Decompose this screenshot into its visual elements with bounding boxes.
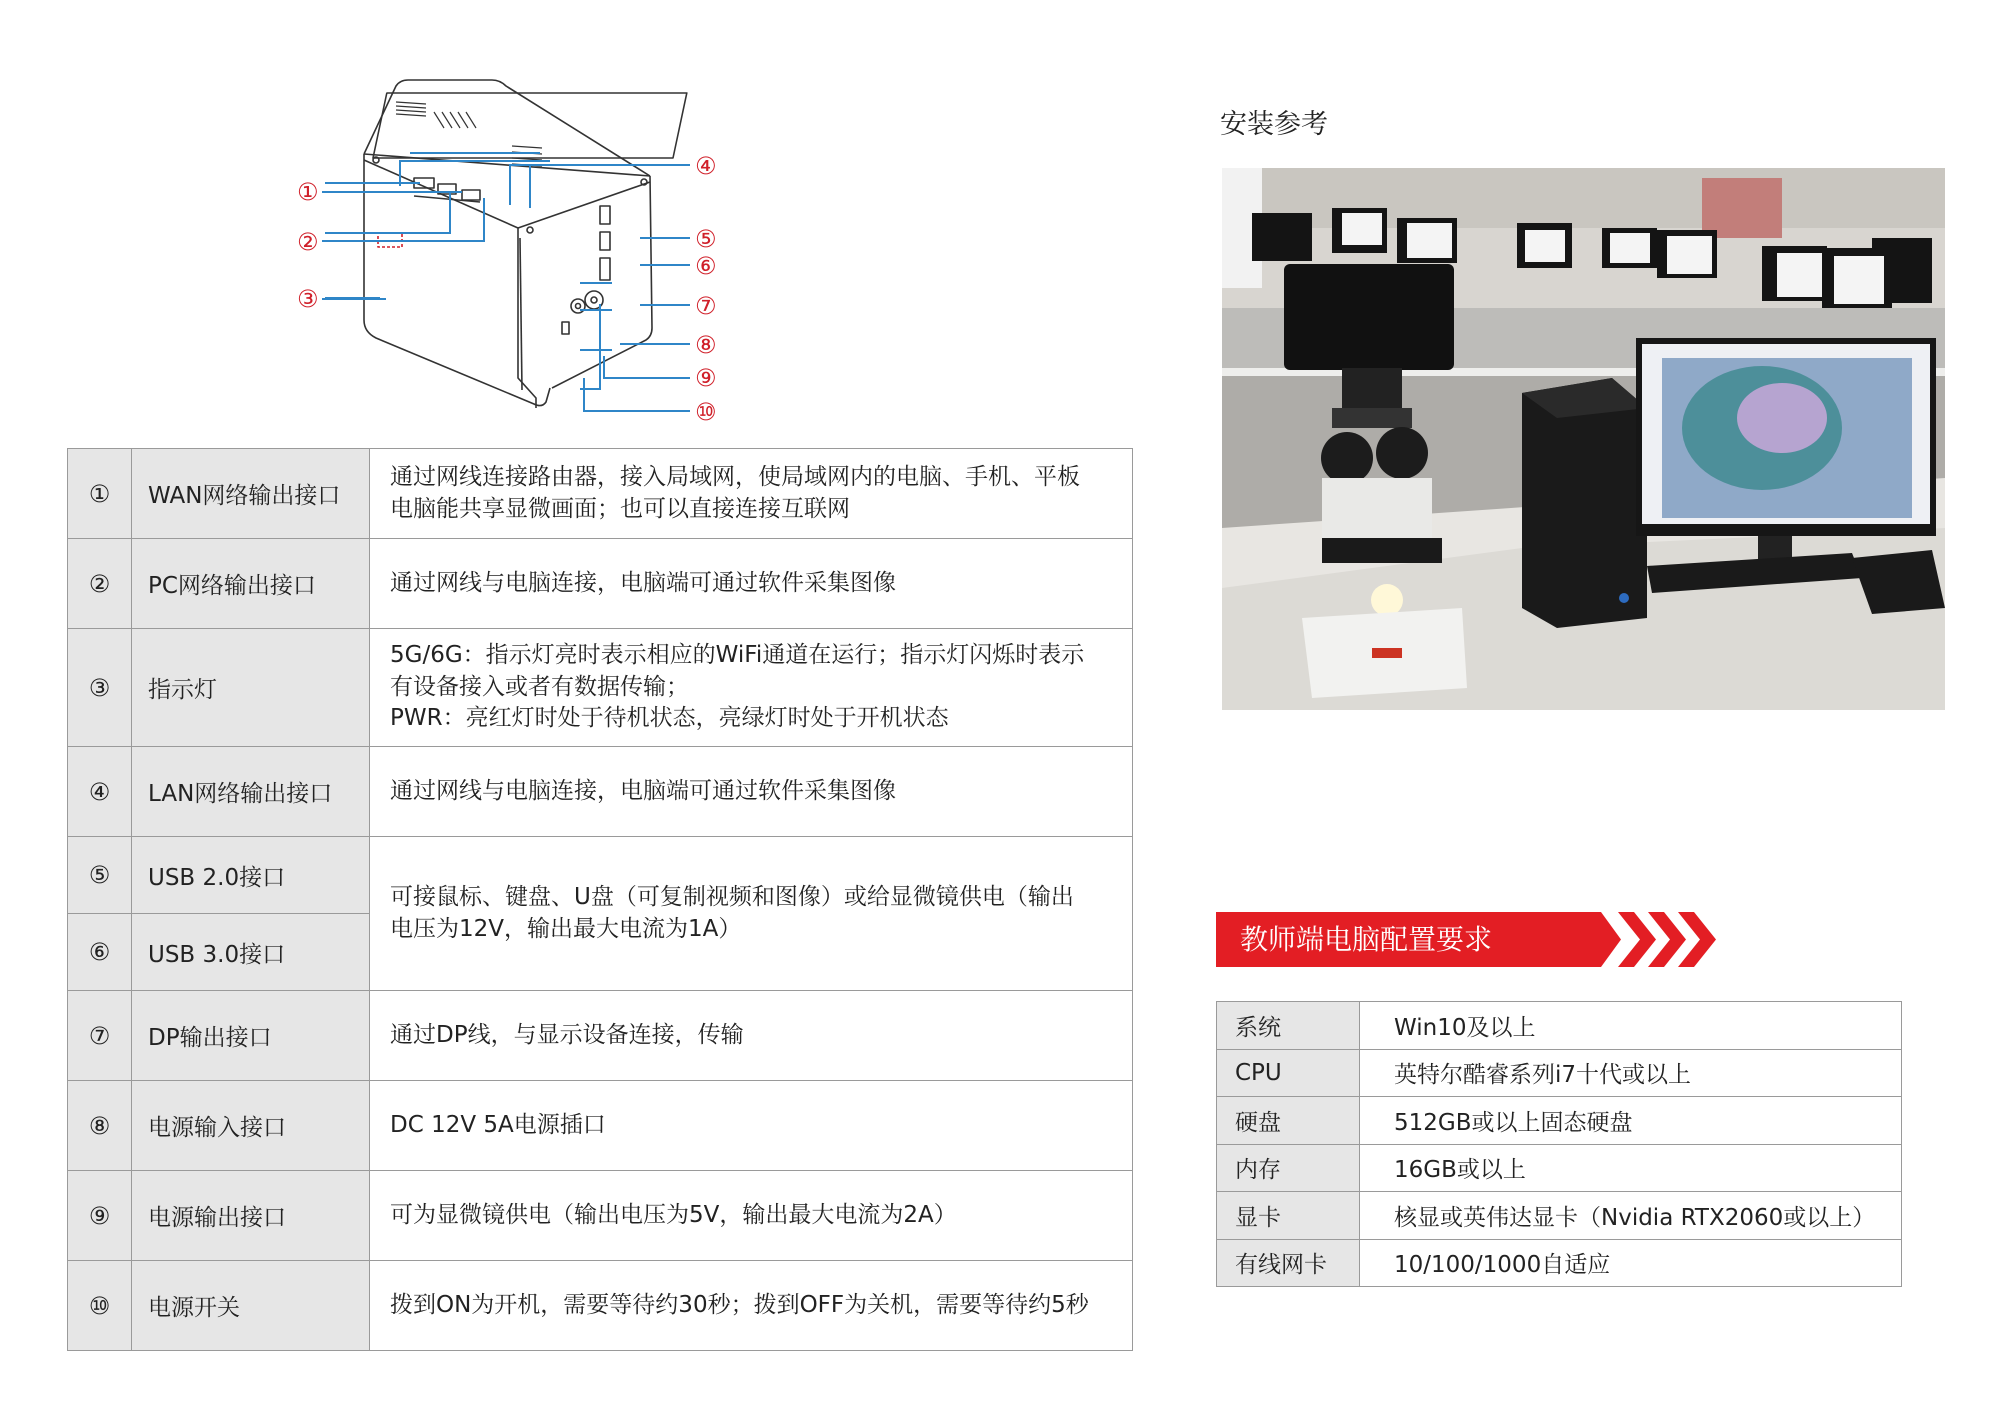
callout-4: ④ (695, 152, 717, 180)
req-key: CPU (1217, 1049, 1360, 1097)
row-number: ⑩ (68, 1261, 132, 1351)
row-number: ⑦ (68, 991, 132, 1081)
table-row (68, 747, 1133, 837)
port-description: 通过网线连接路由器，接入局域网，使局域网内的电脑、手机、平板 电脑能共享显微画面；也可以直接连接互联网 (370, 449, 1133, 539)
req-value: 核显或英伟达显卡（Nvidia RTX2060或以上） (1360, 1192, 1902, 1240)
port-name: 电源输出接口 (132, 1171, 370, 1261)
req-value: 英特尔酷睿系列i7十代或以上 (1360, 1049, 1902, 1097)
row-number: ④ (68, 747, 132, 837)
row-number: ① (68, 449, 132, 539)
port-name: DP输出接口 (132, 991, 370, 1081)
requirements-table (1216, 1001, 1902, 1287)
row-number: ⑤ (68, 837, 132, 914)
port-name: WAN网络输出接口 (132, 449, 370, 539)
req-key: 有线网卡 (1217, 1239, 1360, 1287)
table-row (68, 1171, 1133, 1261)
port-description: DC 12V 5A电源插口 (370, 1081, 1133, 1171)
callout-6: ⑥ (695, 252, 717, 280)
port-name: 电源开关 (132, 1261, 370, 1351)
port-name: 电源输入接口 (132, 1081, 370, 1171)
req-key: 系统 (1217, 1002, 1360, 1050)
callout-10: ⑩ (695, 398, 717, 426)
install-title: 安装参考 (1220, 109, 1328, 140)
row-number: ⑥ (68, 914, 132, 991)
table-row (68, 837, 1133, 914)
port-description: 可接鼠标、键盘、U盘（可复制视频和图像）或给显微镜供电（输出 电压为12V，输出最大电流为1A） (370, 837, 1133, 991)
port-name: USB 2.0接口 (132, 837, 370, 914)
table-row (1217, 1049, 1902, 1097)
table-row (1217, 1144, 1902, 1192)
chevron-arrows-icon (1618, 912, 1716, 967)
port-description: 通过DP线，与显示设备连接，传输 (370, 991, 1133, 1081)
port-description: 可为显微镜供电（输出电压为5V，输出最大电流为2A） (370, 1171, 1133, 1261)
port-name: LAN网络输出接口 (132, 747, 370, 837)
req-value: 10/100/1000自适应 (1360, 1239, 1902, 1287)
table-row (1217, 1192, 1902, 1240)
table-row (68, 539, 1133, 629)
callout-1: ① (297, 178, 319, 206)
table-row (68, 449, 1133, 539)
row-number: ⑨ (68, 1171, 132, 1261)
table-row (1217, 1097, 1902, 1145)
req-value: 512GB或以上固态硬盘 (1360, 1097, 1902, 1145)
port-description: 拨到ON为开机，需要等待约30秒；拨到OFF为关机，需要等待约5秒 (370, 1261, 1133, 1351)
port-name: 指示灯 (132, 629, 370, 747)
port-description: 通过网线与电脑连接，电脑端可通过软件采集图像 (370, 539, 1133, 629)
callout-5: ⑤ (695, 225, 717, 253)
port-spec-table (67, 448, 1133, 1351)
port-name: PC网络输出接口 (132, 539, 370, 629)
table-row (1217, 1239, 1902, 1287)
req-value: Win10及以上 (1360, 1002, 1902, 1050)
callout-2: ② (297, 228, 319, 256)
req-key: 内存 (1217, 1144, 1360, 1192)
row-number: ③ (68, 629, 132, 747)
install-photo-illustration (1222, 168, 1945, 710)
table-row (68, 629, 1133, 747)
table-row (1217, 1002, 1902, 1050)
callout-3: ③ (297, 285, 319, 313)
req-value: 16GB或以上 (1360, 1144, 1902, 1192)
install-photo (1222, 168, 1945, 710)
row-number: ⑧ (68, 1081, 132, 1171)
port-name: USB 3.0接口 (132, 914, 370, 991)
port-description: 5G/6G：指示灯亮时表示相应的WiFi通道在运行；指示灯闪烁时表示 有设备接入或者有数据传输； PWR：亮红灯时处于待机状态，亮绿灯时处于开机状态 (370, 629, 1133, 747)
callout-9: ⑨ (695, 364, 717, 392)
row-number: ② (68, 539, 132, 629)
req-key: 硬盘 (1217, 1097, 1360, 1145)
callout-7: ⑦ (695, 292, 717, 320)
table-row (68, 991, 1133, 1081)
callout-8: ⑧ (695, 331, 717, 359)
requirements-title: 教师端电脑配置要求 (1240, 923, 1493, 956)
req-key: 显卡 (1217, 1192, 1360, 1240)
table-row (68, 1081, 1133, 1171)
table-row (68, 1261, 1133, 1351)
port-description: 通过网线与电脑连接，电脑端可通过软件采集图像 (370, 747, 1133, 837)
